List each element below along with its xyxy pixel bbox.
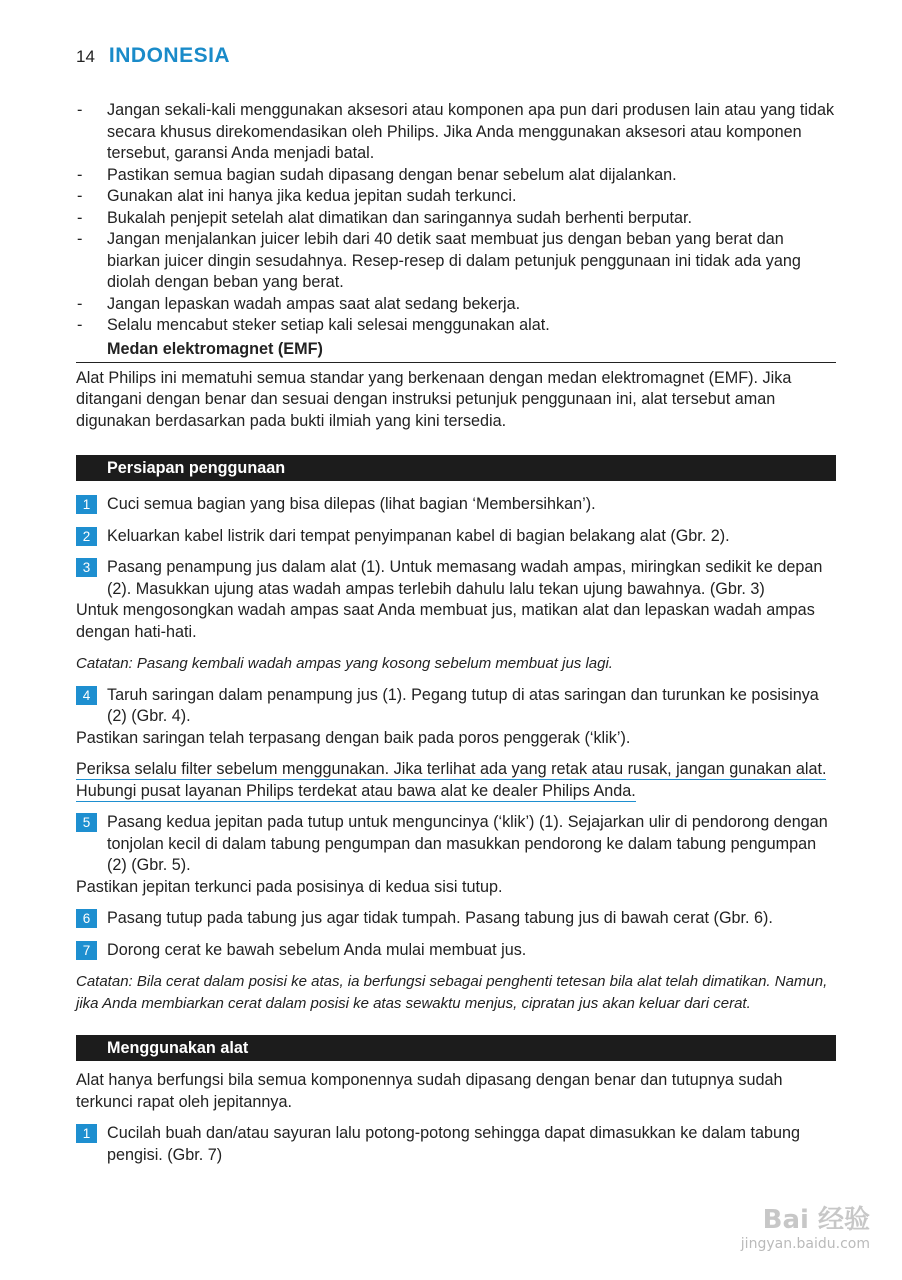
usage-step-1: [76, 1123, 836, 1166]
step-number: 7: [76, 941, 97, 960]
list-item: - Bukalah penjepit setelah alat dimatikan dan saringannya sudah berhenti berputar.: [76, 208, 836, 230]
watermark-logo: Bai 经验: [762, 1205, 870, 1235]
list-item: - Jangan sekali-kali menggunakan aksesori atau komponen apa pun dari produsen lain atau yang tidak secara khusus direkomendasikan oleh Philips. Jika Anda menggunakan aksesori atau komponen tersebut, garansi Anda menjadi batal.: [76, 100, 836, 165]
usage-intro: Alat hanya berfungsi bila semua komponennya sudah dipasang dengan benar dan tutupnya sudah terkunci rapat oleh jepitannya.: [76, 1071, 783, 1111]
language-heading: INDONESIA: [108, 44, 231, 67]
step-5: [76, 812, 836, 877]
list-item: - Jangan menjalankan juicer lebih dari 40 detik saat membuat jus dengan beban yang berat dan biarkan juicer dingin sesudahnya. Resep-resep di dalam petunjuk penggunaan ini tidak ada yang diolah dengan beban yang berat.: [76, 229, 836, 294]
watermark-url: jingyan.baidu.com: [740, 1236, 870, 1252]
step-3-followup: Untuk mengosongkan wadah ampas saat Anda membuat jus, matikan alat dan lepaskan wadah ampas dengan hati-hati.: [76, 601, 815, 641]
list-item: - Gunakan alat ini hanya jika kedua jepitan sudah terkunci.: [76, 186, 836, 208]
step-4: [76, 685, 836, 728]
step-1: [76, 494, 836, 516]
step-text: Taruh saringan dalam penampung jus (1). Pegang tutup di atas saringan dan turunkan ke posisinya (2) (Gbr. 4).: [107, 685, 819, 725]
page-header: [76, 44, 230, 68]
list-item: - Pastikan semua bagian sudah dipasang dengan benar sebelum alat dijalankan.: [76, 165, 836, 187]
step-7: [76, 940, 836, 962]
step-text: Keluarkan kabel listrik dari tempat penyimpanan kabel di bagian belakang alat (Gbr. 2).: [107, 526, 730, 545]
page-number: 14: [76, 47, 95, 66]
emf-paragraph: Alat Philips ini mematuhi semua standar yang berkenaan dengan medan elektromagnet (EMF). Jika ditangani dengan benar dan sesuai dengan instruksi petunjuk penggunaan ini, alat tersebut aman digunakan berdasarkan pada bukti ilmiah yang kini tersedia.: [76, 368, 792, 430]
step-2: [76, 526, 836, 548]
filter-warning-text: Periksa selalu filter sebelum menggunakan. Jika terlihat ada yang retak atau rusak, jangan gunakan alat. Hubungi pusat layanan Philips terdekat atau bawa alat ke dealer Philips Anda.: [76, 760, 827, 800]
step-number: 4: [76, 686, 97, 705]
step-number: 2: [76, 527, 97, 546]
step-number: 3: [76, 558, 97, 577]
note-spout: Catatan: Bila cerat dalam posisi ke atas, ia berfungsi sebagai penghenti tetesan bila alat telah dimatikan. Namun, jika Anda membiarkan cerat dalam posisi ke atas sewaktu menjus, cipratan jus akan keluar dari cerat.: [76, 973, 828, 1012]
step-text: Pasang penampung jus dalam alat (1). Untuk memasang wadah ampas, miringkan sedikit ke depan (2). Masukkan ujung atas wadah ampas terlebih dahulu lalu tekan ujung bawahnya. (Gbr. 3): [107, 558, 823, 598]
step-text: Dorong cerat ke bawah sebelum Anda mulai membuat jus.: [107, 940, 527, 959]
note-empty-pulp: Catatan: Pasang kembali wadah ampas yang kosong sebelum membuat jus lagi.: [76, 655, 613, 672]
safety-list: [76, 100, 836, 337]
step-number: 1: [76, 495, 97, 514]
section-bar-usage: Menggunakan alat: [76, 1035, 836, 1061]
content: [76, 100, 836, 1166]
filter-warning: [76, 759, 836, 802]
step-number: 5: [76, 813, 97, 832]
step-text: Pasang kedua jepitan pada tutup untuk menguncinya (‘klik’) (1). Sejajarkan ulir di pendorong dengan tonjolan kecil di dalam tabung pengumpan dan masukkan pendorong ke dalam tabung pengumpan (2) (Gbr. 5).: [107, 813, 828, 874]
step-6: [76, 908, 836, 930]
step-number: 6: [76, 909, 97, 928]
step-number: 1: [76, 1124, 97, 1143]
step-3: [76, 557, 836, 600]
step-text: Cucilah buah dan/atau sayuran lalu potong-potong sehingga dapat dimasukkan ke dalam tabung pengisi. (Gbr. 7): [107, 1124, 800, 1164]
list-item: - Selalu mencabut steker setiap kali selesai menggunakan alat.: [76, 315, 836, 337]
step-5-followup: Pastikan jepitan terkunci pada posisinya di kedua sisi tutup.: [76, 877, 503, 896]
step-text: Pasang tutup pada tabung jus agar tidak tumpah. Pasang tabung jus di bawah cerat (Gbr. 6).: [107, 909, 773, 927]
step-text: Cuci semua bagian yang bisa dilepas (lihat bagian ‘Membersihkan’).: [107, 495, 596, 513]
step-4-followup: Pastikan saringan telah terpasang dengan baik pada poros penggerak (‘klik’).: [76, 728, 631, 747]
baidu-watermark: [670, 1199, 870, 1252]
emf-heading: Medan elektromagnet (EMF): [76, 339, 836, 363]
list-item: - Jangan lepaskan wadah ampas saat alat sedang bekerja.: [76, 294, 836, 316]
section-bar-preparation: Persiapan penggunaan: [76, 455, 836, 481]
